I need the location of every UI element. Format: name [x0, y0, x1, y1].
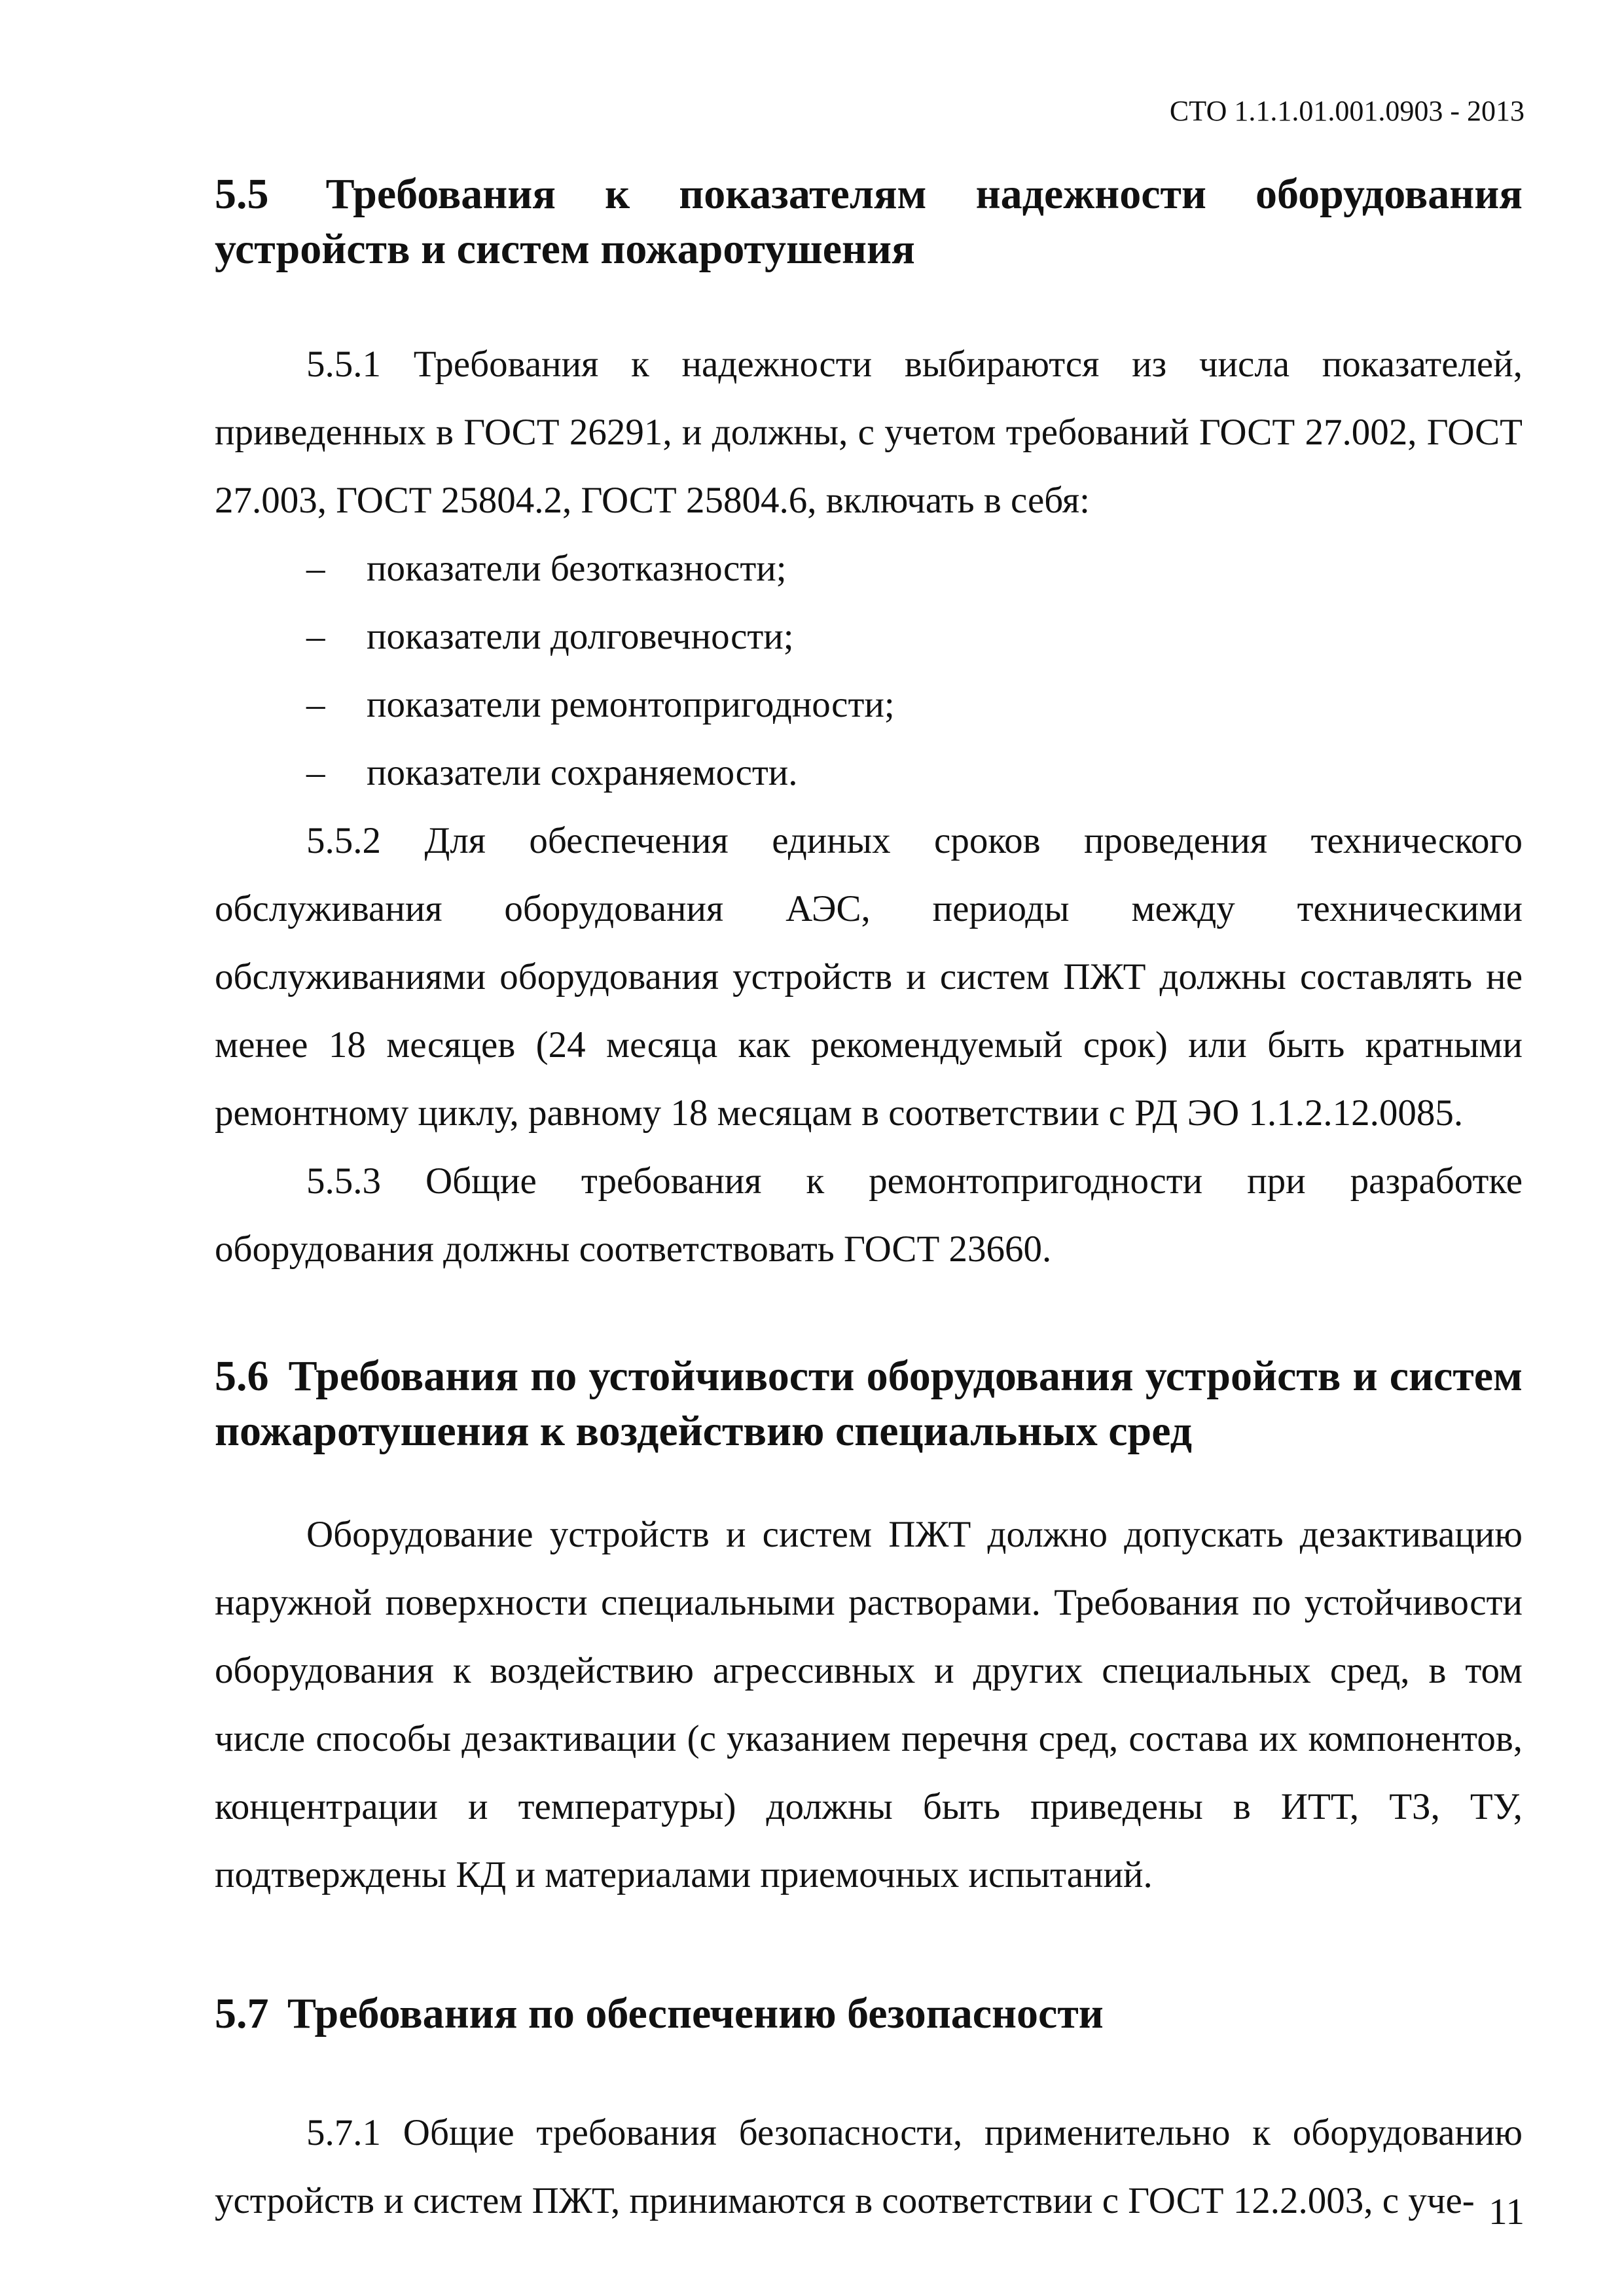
list-dash: – [306, 548, 325, 589]
list-item-text: показатели безотказности; [367, 548, 787, 589]
section-title: Требования по обеспечению безопасности [287, 1990, 1104, 2037]
paragraph-5-6: Оборудование устройств и систем ПЖТ должно допускать дезактивацию наружной поверхности специальными растворами. Требования по устойчивости оборудования к воздействию агрессивных и других специальных сред, в том числе способы дезактивации (с указанием перечня сред, состава их компонентов, концентрации и температуры) должны быть приведены в ИТТ, ТЗ, ТУ, подтверждены КД и материалами приемочных испытаний. [215, 1514, 1523, 1895]
section-5-6-heading [215, 1349, 1523, 1459]
section-title: Требования к показателям надежности оборудования устройств и систем пожаротушения [215, 170, 1523, 273]
page-content [215, 167, 1523, 2235]
reliability-indicators-list [215, 535, 1523, 807]
section-number: 5.5 [215, 170, 269, 218]
page-number: 11 [1489, 2191, 1525, 2233]
list-item [215, 603, 1523, 671]
section-5-7-heading [215, 1986, 1523, 2041]
section-number: 5.6 [215, 1352, 269, 1400]
paragraph-5-5-1: 5.5.1 Требования к надежности выбираются из числа показателей, приведенных в ГОСТ 26291, и должны, с учетом требований ГОСТ 27.002, ГОСТ 27.003, ГОСТ 25804.2, ГОСТ 25804.6, включать в себя: [215, 344, 1523, 521]
list-item [215, 535, 1523, 603]
paragraph-5-5-3: 5.5.3 Общие требования к ремонтопригодности при разработке оборудования должны соответствовать ГОСТ 23660. [215, 1160, 1523, 1270]
section-5-5-heading [215, 167, 1523, 277]
list-item-text: показатели ремонтопригодности; [367, 684, 895, 725]
list-dash: – [306, 616, 325, 657]
list-item [215, 739, 1523, 807]
paragraph-5-5-2: 5.5.2 Для обеспечения единых сроков проведения технического обслуживания оборудования АЭС, периоды между техническими обслуживаниями оборудования устройств и систем ПЖТ должны составлять не менее 18 месяцев (24 месяца как рекомендуемый срок) или быть кратными ремонтному циклу, равному 18 месяцам в соответствии с РД ЭО 1.1.2.12.0085. [215, 820, 1523, 1134]
paragraph-5-7-1: 5.7.1 Общие требования безопасности, применительно к оборудованию устройств и систем ПЖТ, принимаются в соответствии с ГОСТ 12.2.003, с уче- [215, 2112, 1523, 2221]
list-dash: – [306, 752, 325, 793]
list-dash: – [306, 684, 325, 725]
section-number: 5.7 [215, 1990, 269, 2037]
document-code: СТО 1.1.1.01.001.0903 - 2013 [1169, 95, 1525, 127]
section-title: Требования по устойчивости оборудования устройств и систем пожаротушения к воздействию специальных сред [215, 1352, 1523, 1455]
list-item-text: показатели долговечности; [367, 616, 794, 657]
list-item [215, 671, 1523, 739]
list-item-text: показатели сохраняемости. [367, 752, 798, 793]
